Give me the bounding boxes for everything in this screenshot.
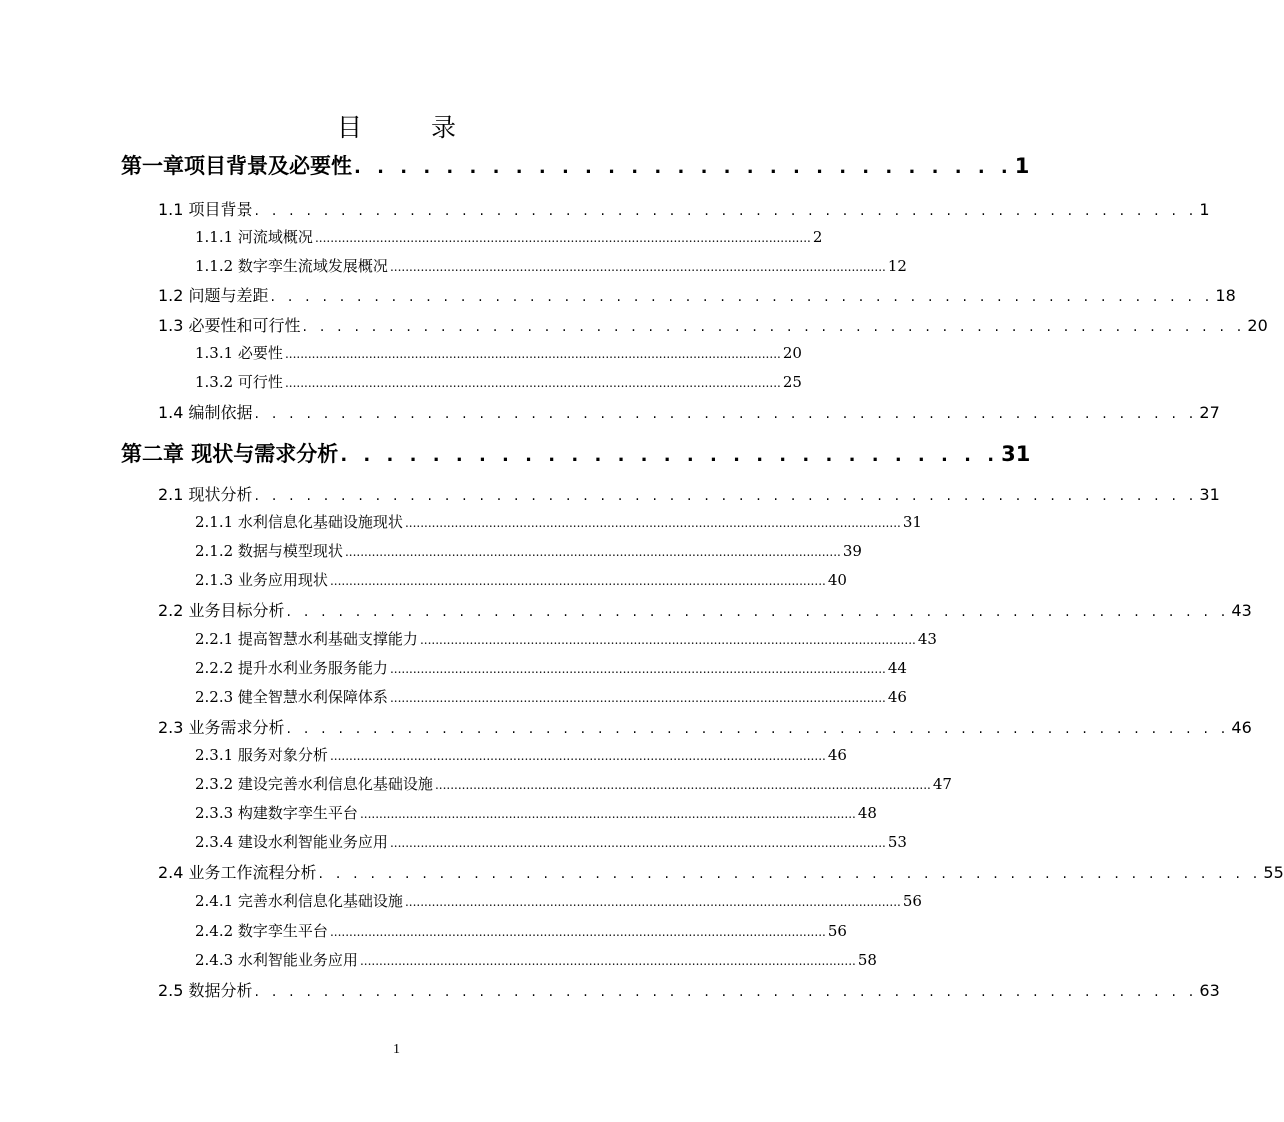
toc-entry-page: 63 <box>1199 981 1220 1000</box>
dot-leader: .................................................................................................................................. <box>344 545 841 559</box>
toc-entry-section[interactable] <box>158 715 1252 738</box>
toc-entry-page: 1 <box>1199 200 1210 219</box>
toc-entry-page: 27 <box>1199 403 1220 422</box>
toc-entry-subsection[interactable] <box>195 920 847 941</box>
toc-entry-page: 25 <box>782 373 802 391</box>
toc-entry-page: 55 <box>1263 863 1284 882</box>
toc-entry-label: 1.3.2 可行性 <box>195 373 283 391</box>
toc-entry-page: 58 <box>857 951 877 969</box>
toc-entry-page: 46 <box>887 688 907 706</box>
toc-entry-subsection[interactable] <box>195 255 907 276</box>
toc-entry-page: 20 <box>1247 316 1268 335</box>
toc-entry-section[interactable] <box>158 313 1268 336</box>
toc-entry-subsection[interactable] <box>195 686 907 707</box>
toc-entry-page: 31 <box>1199 485 1220 504</box>
dot-leader: .................................................................................................................................. <box>329 749 826 763</box>
toc-entry-subsection[interactable] <box>195 540 862 561</box>
toc-entry-label: 2.5 数据分析 <box>158 981 253 1000</box>
toc-entry-section[interactable] <box>158 860 1284 883</box>
dot-leader: . . . . . . . . . . . . . . . . . . . . . . . . . . . . . . . . . . . . . . . . . . . . . . . . . . . . . . . <box>254 488 1198 504</box>
toc-entry-page: 43 <box>1231 601 1252 620</box>
toc-entry-subsection[interactable] <box>195 569 847 590</box>
dot-leader: . . . . . . . . . . . . . . . . . . . . . . . . . . . . . . . . . . . . . . . . . . . . . . . . . . . . . . . <box>286 721 1230 737</box>
toc-entry-section[interactable] <box>158 598 1252 621</box>
dot-leader: . . . . . . . . . . . . . . . . . . . . . . . . . . . . . . . . . . . . . . . . . . . . . . . . . . . . . . . <box>254 203 1198 219</box>
toc-entry-subsection[interactable] <box>195 371 802 392</box>
dot-leader: . . . . . . . . . . . . . . . . . . . . . . . . . . . . . . . . . . . . . . . . . . . . . . . . . . . . . . . <box>254 984 1198 1000</box>
toc-entry-page: 46 <box>827 746 847 764</box>
toc-entry-label: 2.4 业务工作流程分析 <box>158 863 317 882</box>
toc-entry-page: 31 <box>1001 442 1031 466</box>
toc-entry-page: 56 <box>902 892 922 910</box>
toc-entry-label: 2.4.2 数字孪生平台 <box>195 922 328 940</box>
toc-entry-label: 2.3.2 建设完善水利信息化基础设施 <box>195 775 433 793</box>
dot-leader: .................................................................................................................................. <box>359 807 856 821</box>
dot-leader: .................................................................................................................................. <box>404 895 901 909</box>
dot-leader: .................................................................................................................................. <box>314 231 811 245</box>
toc-entry-chapter[interactable] <box>121 438 1031 468</box>
toc-entry-page: 31 <box>902 513 922 531</box>
toc-entry-subsection[interactable] <box>195 744 847 765</box>
toc-entry-section[interactable] <box>158 400 1220 423</box>
dot-leader: . . . . . . . . . . . . . . . . . . . . . . . . . . . . . . . . . . . . . . . . . . . . . . . . . . . . . . . <box>286 604 1230 620</box>
dot-leader: .................................................................................................................................. <box>359 954 856 968</box>
toc-entry-page: 43 <box>917 630 937 648</box>
toc-entry-label: 第二章 现状与需求分析 <box>121 442 339 466</box>
toc-entry-section[interactable] <box>158 482 1220 505</box>
toc-entry-label: 2.3.1 服务对象分析 <box>195 746 328 764</box>
toc-entry-label: 2.1.3 业务应用现状 <box>195 571 328 589</box>
toc-entry-page: 46 <box>1231 718 1252 737</box>
dot-leader: .................................................................................................................................. <box>389 836 886 850</box>
toc-entry-subsection[interactable] <box>195 831 907 852</box>
toc-entry-page: 20 <box>782 344 802 362</box>
toc-entry-section[interactable] <box>158 978 1220 1001</box>
toc-entry-label: 1.4 编制依据 <box>158 403 253 422</box>
dot-leader: .................................................................................................................................. <box>329 925 826 939</box>
toc-entry-page: 2 <box>812 228 823 246</box>
toc-entry-label: 2.1 现状分析 <box>158 485 253 504</box>
dot-leader: .................................................................................................................................. <box>284 347 781 361</box>
toc-entry-label: 2.3.4 建设水利智能业务应用 <box>195 833 388 851</box>
toc-entry-page: 44 <box>887 659 907 677</box>
dot-leader: .................................................................................................................................. <box>389 662 886 676</box>
toc-entry-label: 1.2 问题与差距 <box>158 286 269 305</box>
page-number: 1 <box>393 1042 400 1057</box>
dot-leader: . . . . . . . . . . . . . . . . . . . . . . . . . . . . . . . . . . . . . . . . . . . . . . . . . . . . . . . <box>318 866 1262 882</box>
toc-entry-label: 2.4.1 完善水利信息化基础设施 <box>195 892 403 910</box>
toc-entry-label: 2.1.1 水利信息化基础设施现状 <box>195 513 403 531</box>
toc-entry-label: 2.3.3 构建数字孪生平台 <box>195 804 358 822</box>
toc-entry-page: 18 <box>1215 286 1236 305</box>
toc-entry-subsection[interactable] <box>195 226 823 247</box>
toc-entry-subsection[interactable] <box>195 628 937 649</box>
toc-entry-page: 39 <box>842 542 862 560</box>
toc-entry-subsection[interactable] <box>195 949 877 970</box>
dot-leader: . . . . . . . . . . . . . . . . . . . . . . . . . . . . . <box>340 445 1000 466</box>
toc-entry-chapter[interactable] <box>121 150 1030 180</box>
toc-entry-label: 2.2.3 健全智慧水利保障体系 <box>195 688 388 706</box>
toc-entry-subsection[interactable] <box>195 802 877 823</box>
toc-entry-subsection[interactable] <box>195 342 802 363</box>
toc-entry-subsection[interactable] <box>195 773 952 794</box>
toc-entry-page: 48 <box>857 804 877 822</box>
toc-entry-label: 1.1.1 河流域概况 <box>195 228 313 246</box>
toc-entry-label: 2.3 业务需求分析 <box>158 718 285 737</box>
dot-leader: . . . . . . . . . . . . . . . . . . . . . . . . . . . . . . . . . . . . . . . . . . . . . . . . . . . . . . . <box>254 406 1198 422</box>
dot-leader: .................................................................................................................................. <box>419 633 916 647</box>
toc-entry-subsection[interactable] <box>195 657 907 678</box>
toc-entry-page: 53 <box>887 833 907 851</box>
dot-leader: .................................................................................................................................. <box>284 376 781 390</box>
toc-entry-label: 2.4.3 水利智能业务应用 <box>195 951 358 969</box>
toc-entry-page: 1 <box>1014 154 1030 178</box>
toc-entry-label: 第一章项目背景及必要性 <box>121 154 352 178</box>
dot-leader: . . . . . . . . . . . . . . . . . . . . . . . . . . . . . . . . . . . . . . . . . . . . . . . . . . . . . . . <box>270 289 1214 305</box>
toc-entry-section[interactable] <box>158 197 1210 220</box>
dot-leader: .................................................................................................................................. <box>389 260 886 274</box>
toc-entry-page: 56 <box>827 922 847 940</box>
toc-entry-page: 47 <box>932 775 952 793</box>
dot-leader: . . . . . . . . . . . . . . . . . . . . . . . . . . . . . <box>354 157 1013 178</box>
dot-leader: . . . . . . . . . . . . . . . . . . . . . . . . . . . . . . . . . . . . . . . . . . . . . . . . . . . . . . . <box>302 319 1246 335</box>
dot-leader: .................................................................................................................................. <box>404 516 901 530</box>
toc-entry-label: 1.3 必要性和可行性 <box>158 316 301 335</box>
toc-entry-label: 2.1.2 数据与模型现状 <box>195 542 343 560</box>
page-title: 目 录 <box>336 113 478 142</box>
toc-entry-label: 1.1.2 数字孪生流域发展概况 <box>195 257 388 275</box>
toc-entry-label: 1.1 项目背景 <box>158 200 253 219</box>
toc-entry-page: 40 <box>827 571 847 589</box>
toc-entry-subsection[interactable] <box>195 511 922 532</box>
dot-leader: .................................................................................................................................. <box>329 574 826 588</box>
toc-entry-label: 1.3.1 必要性 <box>195 344 283 362</box>
toc-entry-page: 12 <box>887 257 907 275</box>
toc-entry-subsection[interactable] <box>195 890 922 911</box>
toc-entry-section[interactable] <box>158 283 1236 306</box>
toc-entry-label: 2.2.1 提高智慧水利基础支撑能力 <box>195 630 418 648</box>
dot-leader: .................................................................................................................................. <box>434 778 931 792</box>
toc-entry-label: 2.2 业务目标分析 <box>158 601 285 620</box>
dot-leader: .................................................................................................................................. <box>389 691 886 705</box>
toc-entry-label: 2.2.2 提升水利业务服务能力 <box>195 659 388 677</box>
